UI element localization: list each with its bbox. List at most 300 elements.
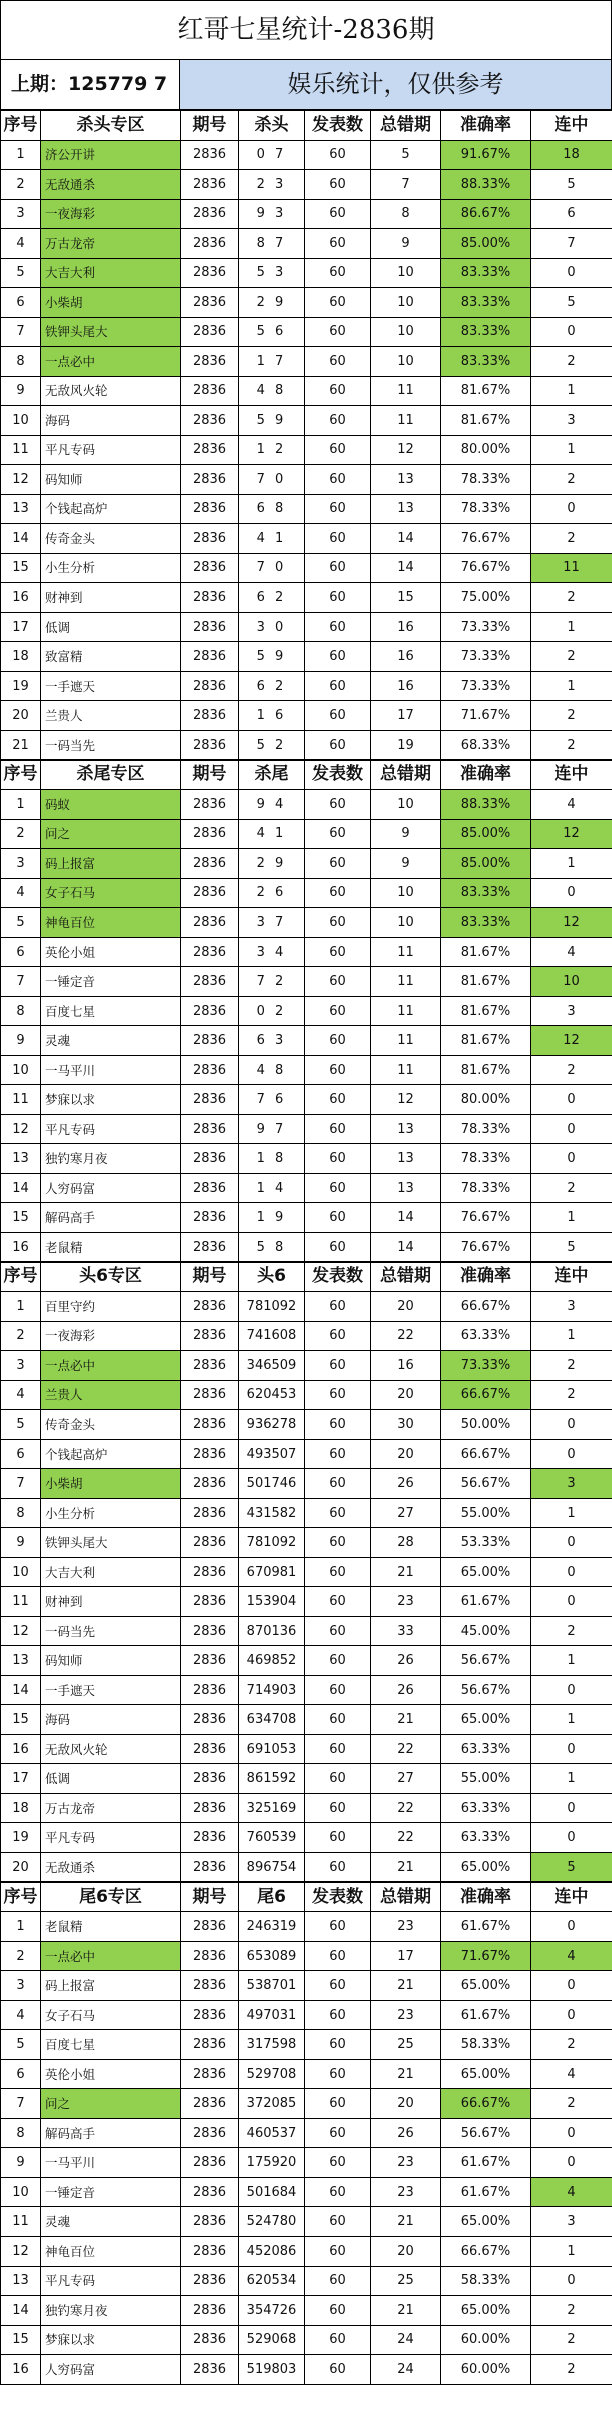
period-cell: 2836 — [181, 435, 239, 465]
posts-cell: 60 — [305, 878, 371, 908]
period-cell: 2836 — [181, 2236, 239, 2266]
index-cell: 8 — [1, 996, 41, 1026]
name-cell: 码上报富 — [41, 1971, 181, 2001]
posts-cell: 60 — [305, 1823, 371, 1853]
index-cell: 12 — [1, 1114, 41, 1144]
period-cell: 2836 — [181, 199, 239, 229]
streak-cell: 2 — [531, 465, 612, 495]
table-row — [1, 1705, 612, 1735]
rate-cell: 81.67% — [441, 937, 531, 967]
table-row — [1, 1410, 612, 1440]
streak-cell: 6 — [531, 199, 612, 229]
index-cell: 7 — [1, 317, 41, 347]
pick-cell: 781092 — [239, 1528, 305, 1558]
name-cell: 百度七星 — [41, 996, 181, 1026]
table-row — [1, 2030, 612, 2060]
name-cell: 济公开讲 — [41, 140, 181, 170]
miss-cell: 22 — [371, 1793, 441, 1823]
table-row — [1, 701, 612, 731]
table-header-row — [1, 1262, 612, 1292]
pick-cell: 4 1 — [239, 819, 305, 849]
table-row — [1, 583, 612, 613]
index-cell: 10 — [1, 1055, 41, 1085]
rate-cell: 85.00% — [441, 849, 531, 879]
pick-cell: 4 8 — [239, 376, 305, 406]
period-cell: 2836 — [181, 2000, 239, 2030]
column-header: 序号 — [1, 111, 41, 141]
table-row — [1, 1055, 612, 1085]
miss-cell: 30 — [371, 1410, 441, 1440]
name-cell: 英伦小姐 — [41, 937, 181, 967]
rate-cell: 81.67% — [441, 1026, 531, 1056]
streak-cell: 0 — [531, 317, 612, 347]
posts-cell: 60 — [305, 790, 371, 820]
index-cell: 11 — [1, 1587, 41, 1617]
period-cell: 2836 — [181, 1587, 239, 1617]
name-cell: 一马平川 — [41, 1055, 181, 1085]
streak-cell: 0 — [531, 1675, 612, 1705]
rate-cell: 60.00% — [441, 2355, 531, 2385]
pick-cell: 2 6 — [239, 878, 305, 908]
streak-cell: 4 — [531, 937, 612, 967]
streak-cell: 2 — [531, 1055, 612, 1085]
streak-cell: 7 — [531, 229, 612, 259]
rate-cell: 78.33% — [441, 1114, 531, 1144]
table-row — [1, 790, 612, 820]
index-cell: 21 — [1, 730, 41, 760]
rate-cell: 80.00% — [441, 1085, 531, 1115]
table-row — [1, 937, 612, 967]
rate-cell: 83.33% — [441, 317, 531, 347]
pick-cell: 1 6 — [239, 701, 305, 731]
miss-cell: 10 — [371, 258, 441, 288]
period-cell: 2836 — [181, 1646, 239, 1676]
name-cell: 老鼠精 — [41, 1232, 181, 1262]
index-cell: 4 — [1, 878, 41, 908]
miss-cell: 11 — [371, 406, 441, 436]
index-cell: 18 — [1, 642, 41, 672]
streak-cell: 0 — [531, 1114, 612, 1144]
period-cell: 2836 — [181, 1026, 239, 1056]
streak-cell: 1 — [531, 1705, 612, 1735]
miss-cell: 21 — [371, 1971, 441, 2001]
name-cell: 百度七星 — [41, 2030, 181, 2060]
period-cell: 2836 — [181, 1793, 239, 1823]
rate-cell: 83.33% — [441, 288, 531, 318]
posts-cell: 60 — [305, 1587, 371, 1617]
table-row — [1, 376, 612, 406]
streak-cell: 1 — [531, 849, 612, 879]
table-header-row — [1, 760, 612, 790]
pick-cell: 9 4 — [239, 790, 305, 820]
streak-cell: 18 — [531, 140, 612, 170]
period-cell: 2836 — [181, 1410, 239, 1440]
posts-cell: 60 — [305, 435, 371, 465]
index-cell: 6 — [1, 288, 41, 318]
name-cell: 平凡专码 — [41, 1823, 181, 1853]
period-cell: 2836 — [181, 1528, 239, 1558]
rate-cell: 56.67% — [441, 1469, 531, 1499]
rate-cell: 83.33% — [441, 908, 531, 938]
period-cell: 2836 — [181, 2325, 239, 2355]
stats-table-4 — [0, 1882, 612, 2385]
table-row — [1, 2148, 612, 2178]
name-cell: 码知师 — [41, 1646, 181, 1676]
streak-cell: 1 — [531, 671, 612, 701]
rate-cell: 78.33% — [441, 494, 531, 524]
miss-cell: 14 — [371, 553, 441, 583]
name-cell: 平凡专码 — [41, 435, 181, 465]
pick-cell: 317598 — [239, 2030, 305, 2060]
period-cell: 2836 — [181, 347, 239, 377]
pick-cell: 714903 — [239, 1675, 305, 1705]
miss-cell: 10 — [371, 288, 441, 318]
posts-cell: 60 — [305, 1616, 371, 1646]
rate-cell: 76.67% — [441, 1232, 531, 1262]
streak-cell: 2 — [531, 2030, 612, 2060]
column-header: 发表数 — [305, 111, 371, 141]
posts-cell: 60 — [305, 2355, 371, 2385]
table-row — [1, 1232, 612, 1262]
streak-cell: 0 — [531, 1410, 612, 1440]
pick-cell: 5 3 — [239, 258, 305, 288]
name-cell: 一点必中 — [41, 1941, 181, 1971]
period-cell: 2836 — [181, 1203, 239, 1233]
pick-cell: 501746 — [239, 1469, 305, 1499]
index-cell: 1 — [1, 140, 41, 170]
index-cell: 6 — [1, 937, 41, 967]
table-row — [1, 1292, 612, 1322]
pick-cell: 469852 — [239, 1646, 305, 1676]
name-cell: 一码当先 — [41, 730, 181, 760]
streak-cell: 4 — [531, 2059, 612, 2089]
period-cell: 2836 — [181, 1351, 239, 1381]
period-cell: 2836 — [181, 1232, 239, 1262]
index-cell: 17 — [1, 1764, 41, 1794]
table-row — [1, 1823, 612, 1853]
name-cell: 兰贵人 — [41, 1380, 181, 1410]
table-row — [1, 1380, 612, 1410]
index-cell: 11 — [1, 2207, 41, 2237]
pick-cell: 524780 — [239, 2207, 305, 2237]
index-cell: 13 — [1, 1144, 41, 1174]
rate-cell: 63.33% — [441, 1734, 531, 1764]
name-cell: 码上报富 — [41, 849, 181, 879]
period-cell: 2836 — [181, 2296, 239, 2326]
table-row — [1, 140, 612, 170]
period-cell: 2836 — [181, 1912, 239, 1942]
table-row — [1, 199, 612, 229]
index-cell: 8 — [1, 347, 41, 377]
period-cell: 2836 — [181, 642, 239, 672]
rate-cell: 65.00% — [441, 1852, 531, 1882]
period-cell: 2836 — [181, 2355, 239, 2385]
rate-cell: 80.00% — [441, 435, 531, 465]
table-row — [1, 435, 612, 465]
pick-cell: 9 7 — [239, 1114, 305, 1144]
period-cell: 2836 — [181, 878, 239, 908]
name-cell: 万古龙帝 — [41, 1793, 181, 1823]
miss-cell: 10 — [371, 347, 441, 377]
pick-cell: 7 0 — [239, 553, 305, 583]
period-cell: 2836 — [181, 1439, 239, 1469]
table-row — [1, 730, 612, 760]
posts-cell: 60 — [305, 2266, 371, 2296]
column-header: 尾6专区 — [41, 1882, 181, 1912]
column-header: 杀头 — [239, 111, 305, 141]
rate-cell: 68.33% — [441, 730, 531, 760]
column-header: 杀尾 — [239, 760, 305, 790]
index-cell: 1 — [1, 790, 41, 820]
pick-cell: 529708 — [239, 2059, 305, 2089]
posts-cell: 60 — [305, 701, 371, 731]
streak-cell: 0 — [531, 1734, 612, 1764]
rate-cell: 55.00% — [441, 1764, 531, 1794]
period-cell: 2836 — [181, 170, 239, 200]
name-cell: 小柴胡 — [41, 288, 181, 318]
index-cell: 16 — [1, 2355, 41, 2385]
miss-cell: 26 — [371, 2118, 441, 2148]
table-row — [1, 553, 612, 583]
name-cell: 一码当先 — [41, 1616, 181, 1646]
posts-cell: 60 — [305, 819, 371, 849]
streak-cell: 1 — [531, 2236, 612, 2266]
column-header: 总错期 — [371, 111, 441, 141]
rate-cell: 63.33% — [441, 1823, 531, 1853]
streak-cell: 2 — [531, 2089, 612, 2119]
index-cell: 2 — [1, 1321, 41, 1351]
streak-cell: 12 — [531, 908, 612, 938]
posts-cell: 60 — [305, 1528, 371, 1558]
column-header: 期号 — [181, 111, 239, 141]
rate-cell: 66.67% — [441, 2089, 531, 2119]
streak-cell: 3 — [531, 996, 612, 1026]
stats-table-1 — [0, 110, 612, 760]
name-cell: 低调 — [41, 612, 181, 642]
table-row — [1, 2118, 612, 2148]
name-cell: 财神到 — [41, 1587, 181, 1617]
streak-cell: 11 — [531, 553, 612, 583]
name-cell: 人穷码富 — [41, 2355, 181, 2385]
table-row — [1, 2207, 612, 2237]
table-row — [1, 1439, 612, 1469]
pick-cell: 670981 — [239, 1557, 305, 1587]
pick-cell: 5 2 — [239, 730, 305, 760]
miss-cell: 20 — [371, 1292, 441, 1322]
period-cell: 2836 — [181, 1971, 239, 2001]
rate-cell: 61.67% — [441, 2177, 531, 2207]
pick-cell: 3 4 — [239, 937, 305, 967]
posts-cell: 60 — [305, 1734, 371, 1764]
miss-cell: 12 — [371, 435, 441, 465]
name-cell: 解码高手 — [41, 1203, 181, 1233]
streak-cell: 0 — [531, 2148, 612, 2178]
posts-cell: 60 — [305, 1439, 371, 1469]
column-header: 发表数 — [305, 1882, 371, 1912]
posts-cell: 60 — [305, 258, 371, 288]
table-row — [1, 1085, 612, 1115]
period-cell: 2836 — [181, 1114, 239, 1144]
rate-cell: 75.00% — [441, 583, 531, 613]
pick-cell: 5 9 — [239, 406, 305, 436]
rate-cell: 63.33% — [441, 1321, 531, 1351]
streak-cell: 0 — [531, 1085, 612, 1115]
table-row — [1, 2296, 612, 2326]
miss-cell: 11 — [371, 967, 441, 997]
table-row — [1, 1144, 612, 1174]
rate-cell: 73.33% — [441, 671, 531, 701]
name-cell: 人穷码富 — [41, 1173, 181, 1203]
period-cell: 2836 — [181, 701, 239, 731]
table-row — [1, 878, 612, 908]
rate-cell: 86.67% — [441, 199, 531, 229]
period-cell: 2836 — [181, 258, 239, 288]
name-cell: 独钓寒月夜 — [41, 2296, 181, 2326]
name-cell: 无敌通杀 — [41, 1852, 181, 1882]
posts-cell: 60 — [305, 1055, 371, 1085]
posts-cell: 60 — [305, 2089, 371, 2119]
index-cell: 15 — [1, 1203, 41, 1233]
posts-cell: 60 — [305, 494, 371, 524]
column-header: 尾6 — [239, 1882, 305, 1912]
pick-cell: 1 7 — [239, 347, 305, 377]
period-cell: 2836 — [181, 1469, 239, 1499]
period-cell: 2836 — [181, 1852, 239, 1882]
stats-table-2 — [0, 760, 612, 1263]
posts-cell: 60 — [305, 1114, 371, 1144]
rate-cell: 73.33% — [441, 612, 531, 642]
rate-cell: 65.00% — [441, 2059, 531, 2089]
table-row — [1, 347, 612, 377]
rate-cell: 73.33% — [441, 1351, 531, 1381]
pick-cell: 2 9 — [239, 849, 305, 879]
posts-cell: 60 — [305, 2148, 371, 2178]
streak-cell: 2 — [531, 2325, 612, 2355]
table-row — [1, 229, 612, 259]
streak-cell: 1 — [531, 376, 612, 406]
table-row — [1, 1587, 612, 1617]
posts-cell: 60 — [305, 1203, 371, 1233]
table-row — [1, 642, 612, 672]
pick-cell: 9 3 — [239, 199, 305, 229]
posts-cell: 60 — [305, 642, 371, 672]
name-cell: 大吉大利 — [41, 1557, 181, 1587]
miss-cell: 9 — [371, 229, 441, 259]
streak-cell: 2 — [531, 642, 612, 672]
name-cell: 一锤定音 — [41, 967, 181, 997]
index-cell: 5 — [1, 2030, 41, 2060]
period-cell: 2836 — [181, 1616, 239, 1646]
pick-cell: 741608 — [239, 1321, 305, 1351]
posts-cell: 60 — [305, 524, 371, 554]
table-row — [1, 849, 612, 879]
rate-cell: 66.67% — [441, 1439, 531, 1469]
table-row — [1, 317, 612, 347]
index-cell: 15 — [1, 2325, 41, 2355]
table-row — [1, 2266, 612, 2296]
period-cell: 2836 — [181, 2059, 239, 2089]
rate-cell: 61.67% — [441, 1587, 531, 1617]
miss-cell: 13 — [371, 465, 441, 495]
column-header: 发表数 — [305, 760, 371, 790]
rate-cell: 81.67% — [441, 996, 531, 1026]
miss-cell: 11 — [371, 376, 441, 406]
index-cell: 9 — [1, 376, 41, 406]
streak-cell: 12 — [531, 1026, 612, 1056]
index-cell: 9 — [1, 1026, 41, 1056]
rate-cell: 65.00% — [441, 2296, 531, 2326]
rate-cell: 78.33% — [441, 1173, 531, 1203]
table-row — [1, 1734, 612, 1764]
pick-cell: 501684 — [239, 2177, 305, 2207]
miss-cell: 11 — [371, 937, 441, 967]
name-cell: 无敌风火轮 — [41, 1734, 181, 1764]
miss-cell: 22 — [371, 1734, 441, 1764]
pick-cell: 634708 — [239, 1705, 305, 1735]
index-cell: 7 — [1, 2089, 41, 2119]
period-cell: 2836 — [181, 553, 239, 583]
posts-cell: 60 — [305, 1380, 371, 1410]
name-cell: 平凡专码 — [41, 1114, 181, 1144]
index-cell: 14 — [1, 524, 41, 554]
pick-cell: 861592 — [239, 1764, 305, 1794]
column-header: 连中 — [531, 1262, 612, 1292]
index-cell: 13 — [1, 494, 41, 524]
rate-cell: 73.33% — [441, 642, 531, 672]
streak-cell: 2 — [531, 583, 612, 613]
streak-cell: 2 — [531, 2355, 612, 2385]
rate-cell: 63.33% — [441, 1793, 531, 1823]
posts-cell: 60 — [305, 465, 371, 495]
miss-cell: 13 — [371, 1173, 441, 1203]
posts-cell: 60 — [305, 908, 371, 938]
column-header: 准确率 — [441, 1882, 531, 1912]
miss-cell: 14 — [371, 524, 441, 554]
streak-cell: 2 — [531, 524, 612, 554]
rate-cell: 56.67% — [441, 2118, 531, 2148]
posts-cell: 60 — [305, 1292, 371, 1322]
name-cell: 个钱起高炉 — [41, 1439, 181, 1469]
name-cell: 梦寐以求 — [41, 1085, 181, 1115]
pick-cell: 2 3 — [239, 170, 305, 200]
name-cell: 灵魂 — [41, 1026, 181, 1056]
name-cell: 铁钾头尾大 — [41, 317, 181, 347]
miss-cell: 26 — [371, 1469, 441, 1499]
streak-cell: 0 — [531, 1587, 612, 1617]
pick-cell: 6 2 — [239, 583, 305, 613]
miss-cell: 23 — [371, 2000, 441, 2030]
rate-cell: 83.33% — [441, 347, 531, 377]
table-row — [1, 1321, 612, 1351]
name-cell: 一点必中 — [41, 347, 181, 377]
period-cell: 2836 — [181, 1941, 239, 1971]
posts-cell: 60 — [305, 2059, 371, 2089]
index-cell: 18 — [1, 1793, 41, 1823]
posts-cell: 60 — [305, 376, 371, 406]
posts-cell: 60 — [305, 937, 371, 967]
index-cell: 16 — [1, 1734, 41, 1764]
table-row — [1, 1646, 612, 1676]
table-row — [1, 1026, 612, 1056]
table-row — [1, 1912, 612, 1942]
streak-cell: 4 — [531, 790, 612, 820]
period-cell: 2836 — [181, 465, 239, 495]
period-cell: 2836 — [181, 376, 239, 406]
streak-cell: 0 — [531, 1793, 612, 1823]
pick-cell: 246319 — [239, 1912, 305, 1942]
period-cell: 2836 — [181, 1557, 239, 1587]
pick-cell: 620453 — [239, 1380, 305, 1410]
